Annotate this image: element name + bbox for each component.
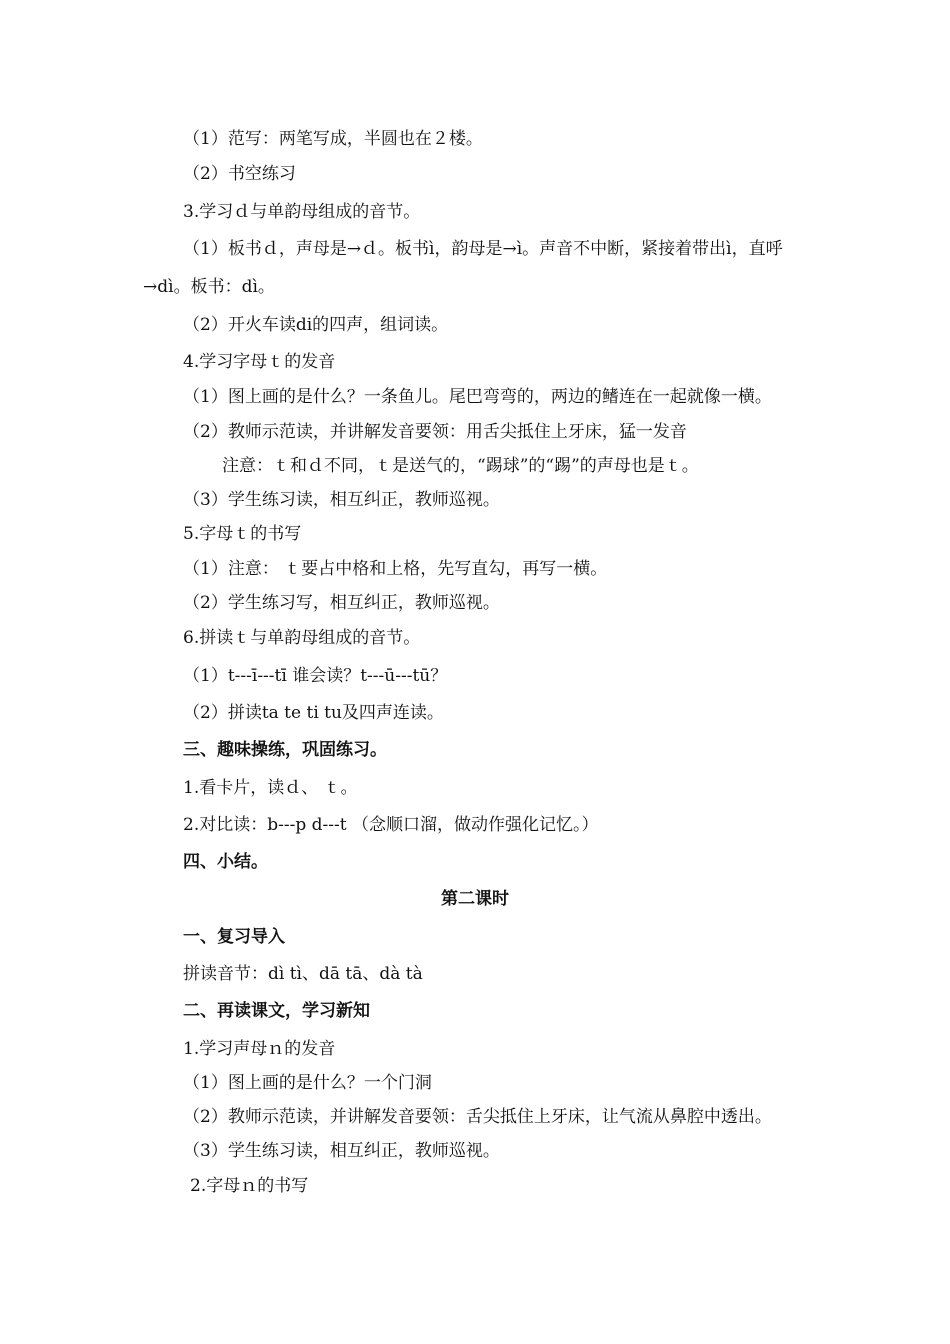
heading-fun-practice: 三、趣味操练，巩固练习。	[183, 740, 387, 760]
paragraph-d-syllables-line1: （1）板书ｄ，声母是→ｄ。板书ì，韵母是→ì。声音不中断，紧接着带出ì，直呼	[183, 239, 783, 259]
step-picture-fish: （1）图上画的是什么？一条鱼儿。尾巴弯弯的，两边的鳍连在一起就像一横。	[183, 387, 772, 407]
section-6-t-syllables: 6.拼读ｔ与单韵母组成的音节。	[183, 628, 421, 648]
step-four-tones-reading: （2）拼读ta te ti tu及四声连读。	[183, 703, 444, 723]
heading-reread-text: 二、再读课文，学习新知	[183, 1001, 370, 1021]
step-student-practice-t: （3）学生练习读，相互纠正，教师巡视。	[183, 490, 500, 510]
paragraph-d-syllables-line2: →dì。板书：dì。	[143, 277, 275, 297]
section-1-n-pronunciation: 1.学习声母ｎ的发音	[183, 1039, 336, 1059]
note-t-vs-d: 注意：ｔ和ｄ不同，ｔ是送气的，“踢球”的“踢”的声母也是ｔ。	[222, 456, 699, 476]
step-2-air-writing: （2）书空练习	[183, 164, 296, 184]
step-t-writing-note: （1）注意： ｔ要占中格和上格，先写直勾，再写一横。	[183, 559, 608, 579]
step-teacher-demo-n: （2）教师示范读，并讲解发音要领：舌尖抵住上牙床，让气流从鼻腔中透出。	[183, 1107, 772, 1127]
review-syllables: 拼读音节：dì tì、dā tā、dà tà	[183, 964, 423, 984]
section-2-n-writing: 2.字母ｎ的书写	[190, 1176, 309, 1196]
step-student-writing-t: （2）学生练习写，相互纠正，教师巡视。	[183, 593, 500, 613]
section-5-t-writing: 5.字母ｔ的书写	[183, 524, 302, 544]
section-4-t-pronunciation: 4.学习字母ｔ的发音	[183, 352, 336, 372]
heading-review: 一、复习导入	[183, 927, 285, 947]
step-1-model-writing: （1）范写：两笔写成，半圆也在２楼。	[183, 129, 483, 149]
item-card-reading: 1.看卡片，读ｄ、 ｔ。	[183, 778, 358, 798]
step-ti-tu-reading: （1）t---ī---tī 谁会读？t---ū---tū？	[183, 666, 448, 686]
step-student-practice-n: （3）学生练习读，相互纠正，教师巡视。	[183, 1141, 500, 1161]
section-3-d-syllables: 3.学习ｄ与单韵母组成的音节。	[183, 202, 421, 222]
step-picture-doorway: （1）图上画的是什么？一个门洞	[183, 1073, 432, 1093]
item-contrast-reading: 2.对比读：b---p d---t （念顺口溜，做动作强化记忆。）	[183, 815, 599, 835]
heading-second-lesson: 第二课时	[441, 889, 509, 909]
heading-summary: 四、小结。	[183, 852, 268, 872]
step-teacher-demo-t: （2）教师示范读，并讲解发音要领：用舌尖抵住上牙床，猛一发音	[183, 422, 687, 442]
step-train-reading-di: （2）开火车读di的四声，组词读。	[183, 315, 449, 335]
